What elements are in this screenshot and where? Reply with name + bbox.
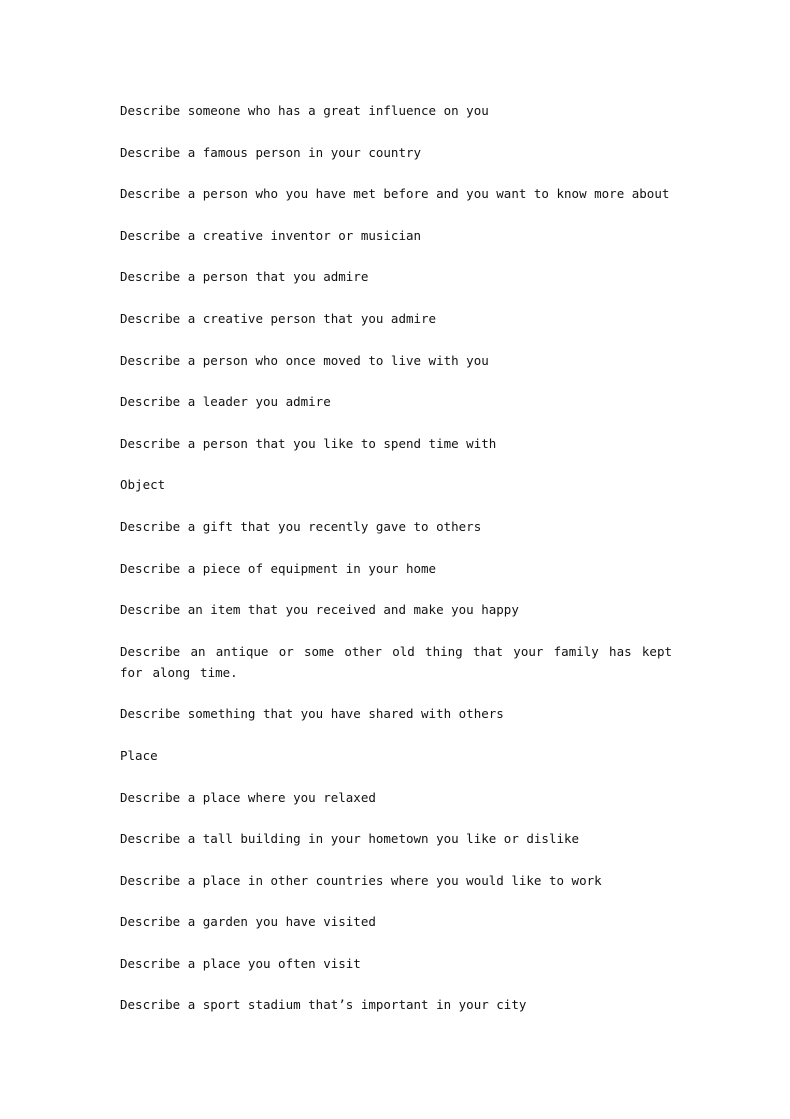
topic-line: Describe a famous person in your country	[120, 144, 422, 160]
topic-line: Describe an item that you received and make you happy	[120, 602, 519, 618]
section-heading-place: Place	[120, 747, 158, 763]
topic-line: Describe something that you have shared with others	[120, 706, 504, 722]
topic-line: Describe a person who you have met before and you want to know more about	[120, 186, 670, 202]
topic-line: Describe a creative inventor or musician	[120, 227, 422, 243]
topic-line: Describe a person that you like to spend time with	[120, 435, 497, 451]
topic-line: Describe a garden you have visited	[120, 914, 376, 930]
document-body	[120, 100, 672, 1036]
topic-line: Describe a leader you admire	[120, 394, 331, 410]
topic-line: Describe a gift that you recently gave to others	[120, 518, 482, 534]
topic-line: Describe a place where you relaxed	[120, 789, 376, 805]
topic-line: Describe a person that you admire	[120, 269, 369, 285]
topic-line: Describe a place in other countries where you would like to work	[120, 872, 602, 888]
topic-line: Describe a creative person that you admire	[120, 310, 437, 326]
topic-line-wrapped: Describe an antique or some other old thing that your family has kept for along time.	[120, 643, 672, 680]
topic-line: Describe a tall building in your hometown you like or dislike	[120, 831, 580, 847]
topic-line: Describe a piece of equipment in your home	[120, 560, 437, 576]
topic-line: Describe a person who once moved to live with you	[120, 352, 489, 368]
topic-line: Describe someone who has a great influence on you	[120, 103, 489, 118]
topic-line: Describe a place you often visit	[120, 955, 361, 971]
section-heading-object: Object	[120, 477, 166, 493]
topic-line: Describe a sport stadium that’s important in your city	[120, 997, 527, 1013]
